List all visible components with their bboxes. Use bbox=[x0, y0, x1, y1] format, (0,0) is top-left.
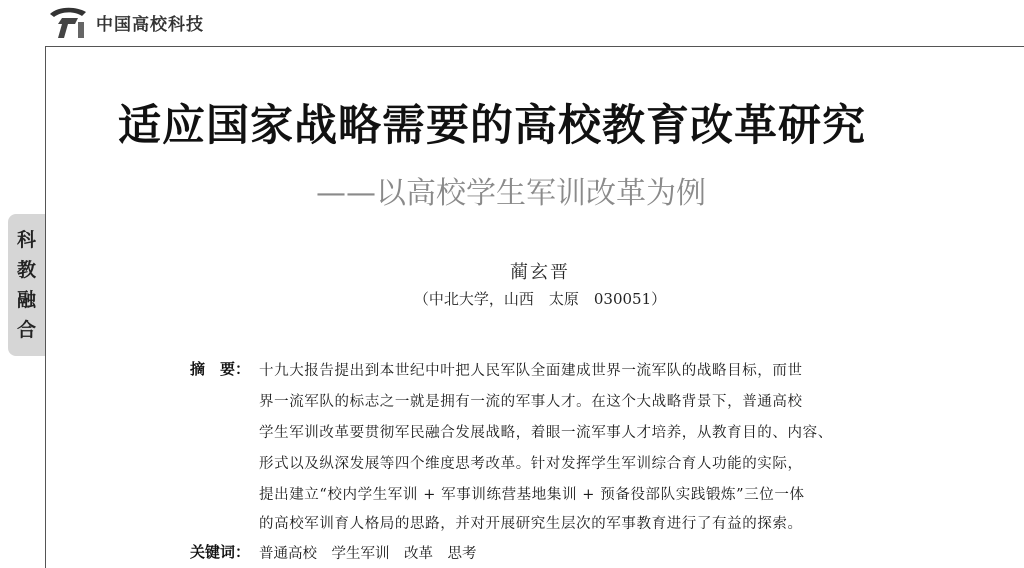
abstract-label: 摘 要： bbox=[190, 360, 251, 378]
section-tab-char: 教 bbox=[16, 259, 36, 281]
article-subtitle: ——以高校学生军训改革为例 bbox=[316, 176, 706, 211]
keywords-list: 普通高校 学生军训 改革 思考 bbox=[259, 546, 477, 562]
keywords-label: 关键词： bbox=[190, 543, 251, 561]
abstract-line: 学生军训改革要贯彻军民融合发展战略，着眼一流军事人才培养，从教育目的、内容、 bbox=[259, 425, 833, 441]
section-tab-char: 合 bbox=[16, 319, 36, 341]
section-tab-char: 融 bbox=[16, 289, 36, 311]
abstract-line: 形式以及纵深发展等四个维度思考改革。针对发挥学生军训综合育人功能的实际， bbox=[259, 456, 803, 472]
section-tab bbox=[8, 214, 45, 356]
author-name: 蔺玄晋 bbox=[510, 262, 570, 283]
abstract-line: 十九大报告提出到本世纪中叶把人民军队全面建成世界一流军队的战略目标，而世 bbox=[259, 363, 803, 379]
article-title: 适应国家战略需要的高校教育改革研究 bbox=[118, 101, 866, 151]
journal-header bbox=[0, 0, 1024, 46]
abstract-line: 界一流军队的标志之一就是拥有一流的军事人才。在这个大战略背景下，普通高校 bbox=[259, 394, 803, 410]
frame-top-border bbox=[45, 46, 1024, 47]
abstract-line: 的高校军训育人格局的思路，并对开展研究生层次的军事教育进行了有益的探索。 bbox=[259, 516, 803, 532]
section-tab-char: 科 bbox=[16, 229, 36, 251]
journal-name: 中国高校科技 bbox=[96, 15, 204, 35]
journal-logo-icon bbox=[48, 4, 88, 40]
abstract-line: 提出建立“校内学生军训 + 军事训练营基地集训 + 预备役部队实践锻炼”三位一体 bbox=[259, 487, 805, 503]
author-affiliation: （中北大学，山西 太原 030051） bbox=[413, 290, 667, 308]
